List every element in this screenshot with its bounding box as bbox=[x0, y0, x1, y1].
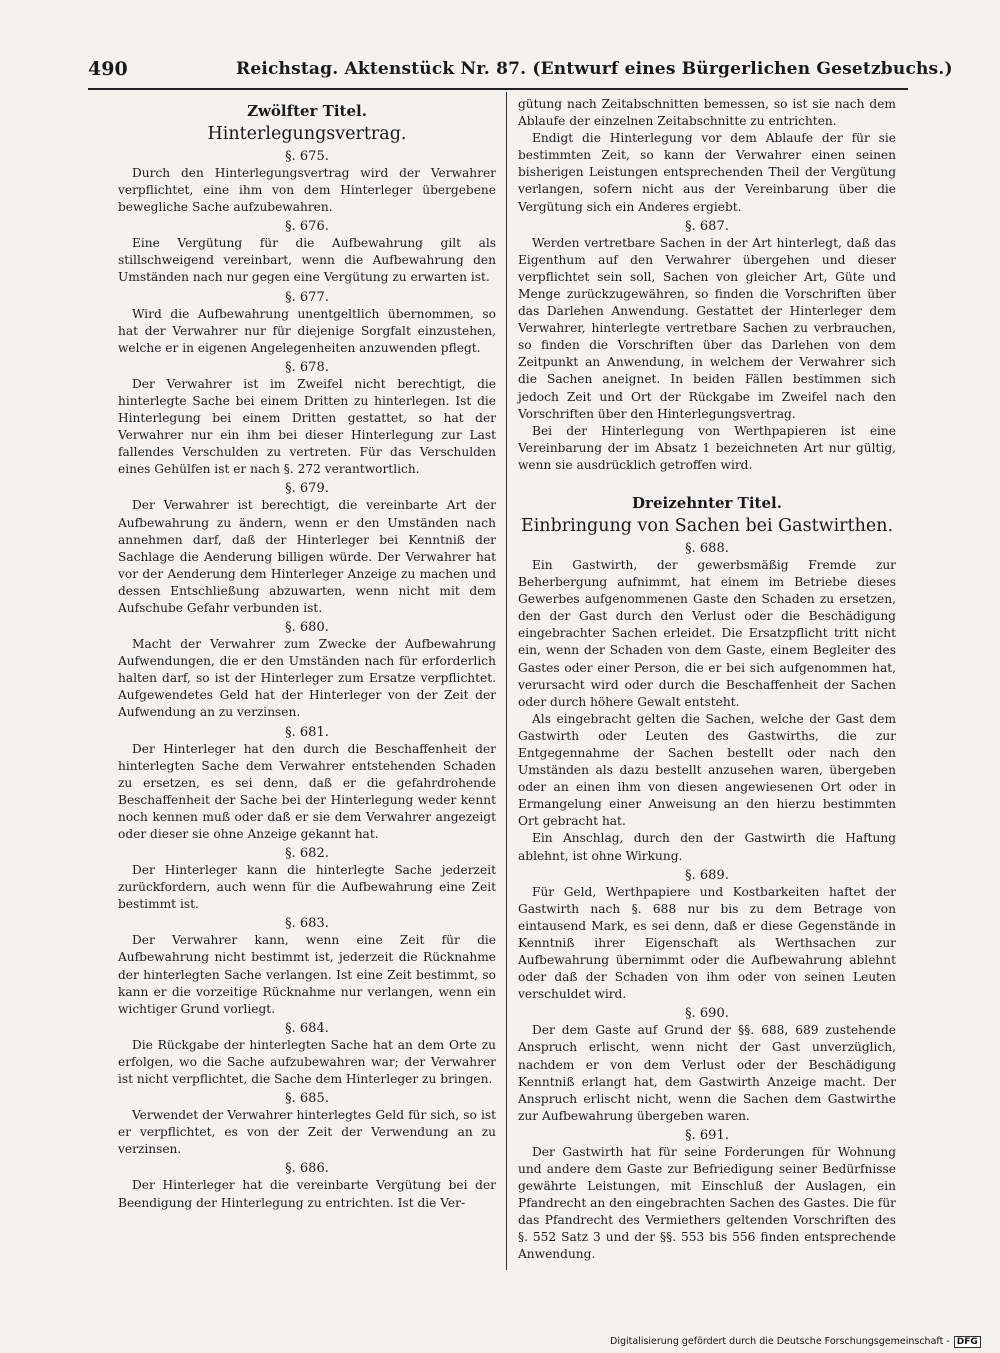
section-number: §. 682. bbox=[285, 846, 329, 862]
paragraph-continuation: gütung nach Zeitabschnitten bemessen, so ist sie nach dem Ablaufe der einzelnen Zeitabschnitte zu entrichten. bbox=[518, 97, 896, 129]
section-number: §. 686. bbox=[285, 1161, 329, 1177]
chapter-title: Zwölfter Titel. bbox=[247, 102, 367, 120]
section-number: §. 680. bbox=[285, 620, 329, 636]
paragraph: Der Gastwirth hat für seine Forderungen für Wohnung und andere dem Gaste zur Befriedigung seiner Bedürfnisse gewährte Leistungen, mit Einschluß der Auslagen, ein Pfandrecht an den eingebrachten Sachen des Gastes. Die für das Pfandrecht des Vermiethers geltenden Vorschriften des §. 552 Satz 3 und der §§. 553 bis 556 finden entsprechende Anwendung. bbox=[518, 1144, 896, 1262]
section-number: §. 691. bbox=[685, 1127, 729, 1143]
paragraph: Der dem Gaste auf Grund der §§. 688, 689 zustehende Anspruch erlischt, wenn nicht der Gast unverzüglich, nachdem er von dem Verlust oder der Beschädigung Kenntniß erlangt hat, dem Gastwirth Anzeige macht. Der Anspruch erlischt nicht, wenn die Sachen dem Gastwirthe zur Aufbewahrung übergeben waren. bbox=[518, 1023, 896, 1123]
paragraph: Der Hinterleger hat den durch die Beschaffenheit der hinterlegten Sache dem Verwahrer entstehenden Schaden zu ersetzen, es sei denn, daß er die gefahrdrohende Beschaffenheit der Sache bei der Hinterlegung weder kennt noch kennen muß oder daß er sie dem Verwahrer angezeigt oder dieser sie ohne Anzeige gekannt hat. bbox=[118, 741, 496, 841]
paragraph: Die Rückgabe der hinterlegten Sache hat an dem Orte zu erfolgen, wo die Sache aufzubewahren war; der Verwahrer ist nicht verpflichtet, die Sache dem Hinterleger zu bringen. bbox=[118, 1037, 496, 1087]
section-number: §. 679. bbox=[285, 481, 329, 497]
section-number: §. 684. bbox=[285, 1020, 329, 1036]
chapter-title: Dreizehnter Titel. bbox=[632, 493, 782, 512]
running-title: Reichstag. Aktenstück Nr. 87. (Entwurf eines Bürgerlichen Gesetzbuchs.) bbox=[236, 59, 953, 79]
page-header bbox=[88, 58, 953, 84]
section-number: §. 675. bbox=[285, 149, 329, 164]
chapter-subtitle: Einbringung von Sachen bei Gastwirthen. bbox=[520, 515, 894, 536]
section-number: §. 685. bbox=[285, 1091, 329, 1107]
footer-credit: Digitalisierung gefördert durch die Deutsche Forschungsgemeinschaft - bbox=[610, 1336, 950, 1347]
paragraph: Als eingebracht gelten die Sachen, welche der Gast dem Gastwirth oder Leuten des Gastwirths, die zur Entgegennahme der Sachen bestellt oder nach den Umständen als dazu bestellt anzusehen waren, übergeben oder an einen ihm von diesen angewiesenen Ort oder in Ermangelung einer Anweisung an den hierzu bestimmten Ort gebracht hat. bbox=[518, 711, 896, 829]
paragraph: Eine Vergütung für die Aufbewahrung gilt als stillschweigend vereinbart, wenn die Aufbewahrung den Umständen nach nur gegen eine Vergütung zu erwarten ist. bbox=[118, 236, 496, 285]
paragraph: Endigt die Hinterlegung vor dem Ablaufe der für sie bestimmten Zeit, so kann der Verwahrer einen seinen bisherigen Leistungen entsprechenden Theil der Vergütung verlangen, sofern nicht aus der Vereinbarung über die Vergütung sich ein Anderes ergiebt. bbox=[518, 131, 896, 214]
paragraph: Ein Anschlag, durch den der Gastwirth die Haftung ablehnt, ist ohne Wirkung. bbox=[518, 831, 896, 863]
section-number: §. 687. bbox=[685, 218, 729, 234]
paragraph: Bei der Hinterlegung von Werthpapieren ist eine Vereinbarung der im Absatz 1 bezeichneten Art nur gültig, wenn sie ausdrücklich getroffen wird. bbox=[518, 423, 896, 472]
paragraph: Werden vertretbare Sachen in der Art hinterlegt, daß das Eigenthum auf den Verwahrer übergehen und dieser verpflichtet sein soll, Sachen von gleicher Art, Güte und Menge zurückzugewähren, so finden die Vorschriften über das Darlehen Anwendung. Gestattet der Hinterleger dem Verwahrer, hinterlegte vertretbare Sachen zu verbrauchen, so finden die Vorschriften über das Darlehen von dem Zeitpunkt an Anwendung, in welchem der Verwahrer sich die Sachen aneignet. In beiden Fällen bestimmen sich jedoch Zeit und Ort der Rückgabe im Zweifel nach den Vorschriften über den Hinterlegungsvertrag. bbox=[518, 235, 896, 421]
paragraph: Ein Gastwirth, der gewerbsmäßig Fremde zur Beherbergung aufnimmt, hat einem im Betriebe dieses Gewerbes aufgenommenen Gaste den Schaden zu ersetzen, den der Gast durch den Verlust oder die Beschädigung eingebrachter Sachen erleidet. Die Ersatzpflicht tritt nicht ein, wenn der Schaden von dem Gaste, einem Begleiter des Gastes oder einer Person, die er bei sich aufgenommen hat, verursacht wird oder durch die Beschaffenheit der Sachen oder durch höhere Gewalt entsteht. bbox=[518, 557, 896, 709]
section-number: §. 689. bbox=[685, 867, 729, 883]
section-number: §. 688. bbox=[685, 540, 729, 556]
section-number: §. 681. bbox=[285, 724, 329, 740]
dfg-logo: DFG bbox=[954, 1336, 981, 1348]
page-number: 490 bbox=[88, 58, 128, 80]
paragraph: Macht der Verwahrer zum Zwecke der Aufbewahrung Aufwendungen, die er den Umständen nach für erforderlich halten darf, so ist der Hinterleger zum Ersatze verpflichtet. Aufgewendetes Geld hat der Hinterleger von der Zeit der Aufwendung an zu verzinsen. bbox=[118, 637, 496, 720]
footer bbox=[610, 1336, 981, 1348]
header-rule bbox=[88, 88, 908, 90]
paragraph: Der Hinterleger hat die vereinbarte Vergütung bei der Beendigung der Hinterlegung zu entrichten. Ist die Ver- bbox=[118, 1178, 496, 1210]
paragraph: Der Verwahrer ist im Zweifel nicht berechtigt, die hinterlegte Sache bei einem Dritten zu hinterlegen. Ist die Hinterlegung bei einem Dritten gestattet, so hat der Verwahrer nur ein ihm bei dieser Hinterlegung zur Last fallendes Verschulden zu vertreten. Für das Verschulden eines Gehülfen ist er nach §. 272 verantwortlich. bbox=[118, 376, 496, 477]
section-spacer bbox=[518, 474, 896, 488]
section-number: §. 678. bbox=[285, 359, 329, 375]
paragraph: Durch den Hinterlegungsvertrag wird der Verwahrer verpflichtet, eine ihm von dem Hinterleger übergebene bewegliche Sache aufzubewahren. bbox=[118, 166, 496, 215]
chapter-subtitle: Hinterlegungsvertrag. bbox=[207, 124, 407, 144]
section-number: §. 676. bbox=[285, 219, 329, 235]
paragraph: Verwendet der Verwahrer hinterlegtes Geld für sich, so ist er verpflichtet, es von der Zeit der Verwendung an zu verzinsen. bbox=[118, 1108, 496, 1157]
right-column bbox=[518, 96, 896, 1264]
paragraph: Für Geld, Werthpapiere und Kostbarkeiten haftet der Gastwirth nach §. 688 nur bis zu dem Betrage von eintausend Mark, es sei denn, daß er diese Gegenstände in Kenntniß ihrer Eigenschaft als Werthsachen zur Aufbewahrung übernimmt oder die Aufbewahrung ablehnt oder daß der Schaden von ihm oder von seinen Leuten verschuldet wird. bbox=[518, 884, 896, 1002]
paragraph: Der Hinterleger kann die hinterlegte Sache jederzeit zurückfordern, auch wenn für die Aufbewahrung eine Zeit bestimmt ist. bbox=[118, 863, 496, 912]
paragraph: Der Verwahrer kann, wenn eine Zeit für die Aufbewahrung nicht bestimmt ist, jederzeit die Rücknahme der hinterlegten Sache verlangen. Ist eine Zeit bestimmt, so kann er die vorzeitige Rücknahme nur verlangen, wenn ein wichtiger Grund vorliegt. bbox=[118, 933, 496, 1016]
section-number: §. 683. bbox=[285, 916, 329, 932]
section-number: §. 690. bbox=[685, 1006, 729, 1022]
paragraph: Der Verwahrer ist berechtigt, die vereinbarte Art der Aufbewahrung zu ändern, wenn er den Umständen nach annehmen darf, daß der Hinterleger bei Kenntniß der Sachlage die Aenderung billigen würde. Der Verwahrer hat vor der Aenderung dem Hinterleger Anzeige zu machen und dessen Entschließung abzuwarten, wenn nicht mit dem Aufschube Gefahr verbunden ist. bbox=[118, 498, 496, 615]
paragraph: Wird die Aufbewahrung unentgeltlich übernommen, so hat der Verwahrer nur für diejenige Sorgfalt einzustehen, welche er in eigenen Angelegenheiten anzuwenden pflegt. bbox=[118, 306, 496, 355]
left-column bbox=[118, 96, 496, 1212]
column-divider bbox=[506, 92, 507, 1270]
section-number: §. 677. bbox=[285, 289, 329, 305]
